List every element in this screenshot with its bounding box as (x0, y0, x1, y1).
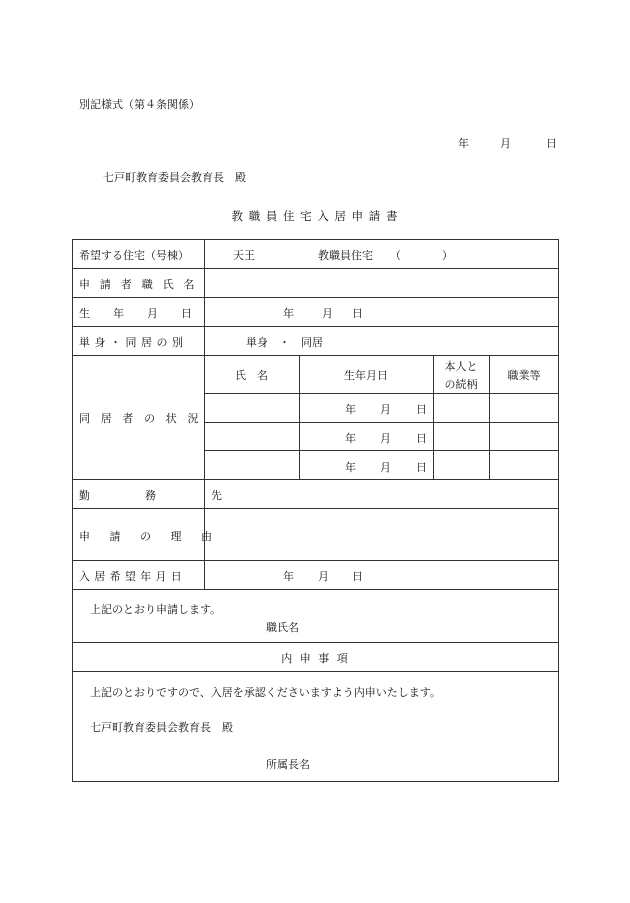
single-cohabit-label: 単 身 ・ 同 居 の 別 (79, 336, 184, 349)
cohabitant-relation-header-2: の続柄 (444, 378, 478, 391)
applicant-label: 申 請 者 職 氏 名 (79, 278, 198, 291)
internal-addressee: 七戸町教育委員会教育長 殿 (90, 721, 233, 734)
month-label: 月 (500, 137, 511, 150)
desired-house-place: 天王 (233, 249, 255, 262)
paren-close: ） (442, 249, 453, 262)
addressee: 七戸町教育委員会教育長 殿 (103, 171, 246, 184)
paren-open: （ (390, 249, 401, 262)
cohabitant-relation-header-1: 本人と (444, 360, 478, 373)
birth-month: 月 (322, 307, 333, 320)
cohabitant-name-header: 氏 名 (235, 369, 268, 382)
move-in-year: 年 (283, 570, 294, 583)
single-cohabit-options[interactable]: 単身 ・ 同居 (246, 336, 323, 349)
cohabitant-birth-header: 生年月日 (344, 369, 388, 382)
birth-year: 年 (283, 307, 294, 320)
internal-statement: 上記のとおりですので、入居を承認くださいますよう内申いたします。 (90, 686, 441, 699)
cohab3-year: 年 (345, 461, 356, 474)
internal-report-header: 内 申 事 項 (281, 652, 350, 665)
desired-house-label: 希望する住宅（号棟） (79, 249, 189, 262)
reason-label: 申 請 の 理 由 (79, 530, 220, 543)
desired-house-field[interactable] (210, 244, 555, 264)
reason-field[interactable] (210, 513, 555, 556)
cohab2-year: 年 (345, 432, 356, 445)
cohab1-day: 日 (416, 403, 427, 416)
date-line (458, 135, 557, 151)
cohabitant-label: 同 居 者 の 状 況 (79, 412, 203, 425)
move-in-day: 日 (352, 570, 363, 583)
cohab3-month: 月 (380, 461, 391, 474)
move-in-label: 入 居 希 望 年 月 日 (79, 570, 183, 583)
cohab1-year: 年 (345, 403, 356, 416)
cohab3-day: 日 (416, 461, 427, 474)
cohab1-month: 月 (380, 403, 391, 416)
applicant-field[interactable] (210, 272, 555, 292)
day-label: 日 (546, 137, 557, 150)
cohab2-day: 日 (416, 432, 427, 445)
cohabitant-occupation-header: 職業等 (507, 369, 541, 382)
workplace-label: 勤 務 先 (79, 489, 233, 502)
birth-day: 日 (352, 307, 363, 320)
desired-house-type: 教職員住宅 (318, 249, 373, 262)
move-in-month: 月 (318, 570, 329, 583)
apply-statement: 上記のとおり申請します。 (90, 603, 222, 616)
workplace-field[interactable] (210, 484, 555, 504)
principal-name-label: 所属長名 (266, 758, 310, 771)
form-label: 別記様式（第４条関係） (79, 98, 200, 111)
year-label: 年 (458, 137, 469, 150)
applicant-name-label: 職氏名 (266, 621, 299, 634)
cohab2-month: 月 (380, 432, 391, 445)
birth-label: 生 年 月 日 (79, 307, 198, 320)
document-title: 教 職 員 住 宅 入 居 申 請 書 (231, 209, 399, 223)
